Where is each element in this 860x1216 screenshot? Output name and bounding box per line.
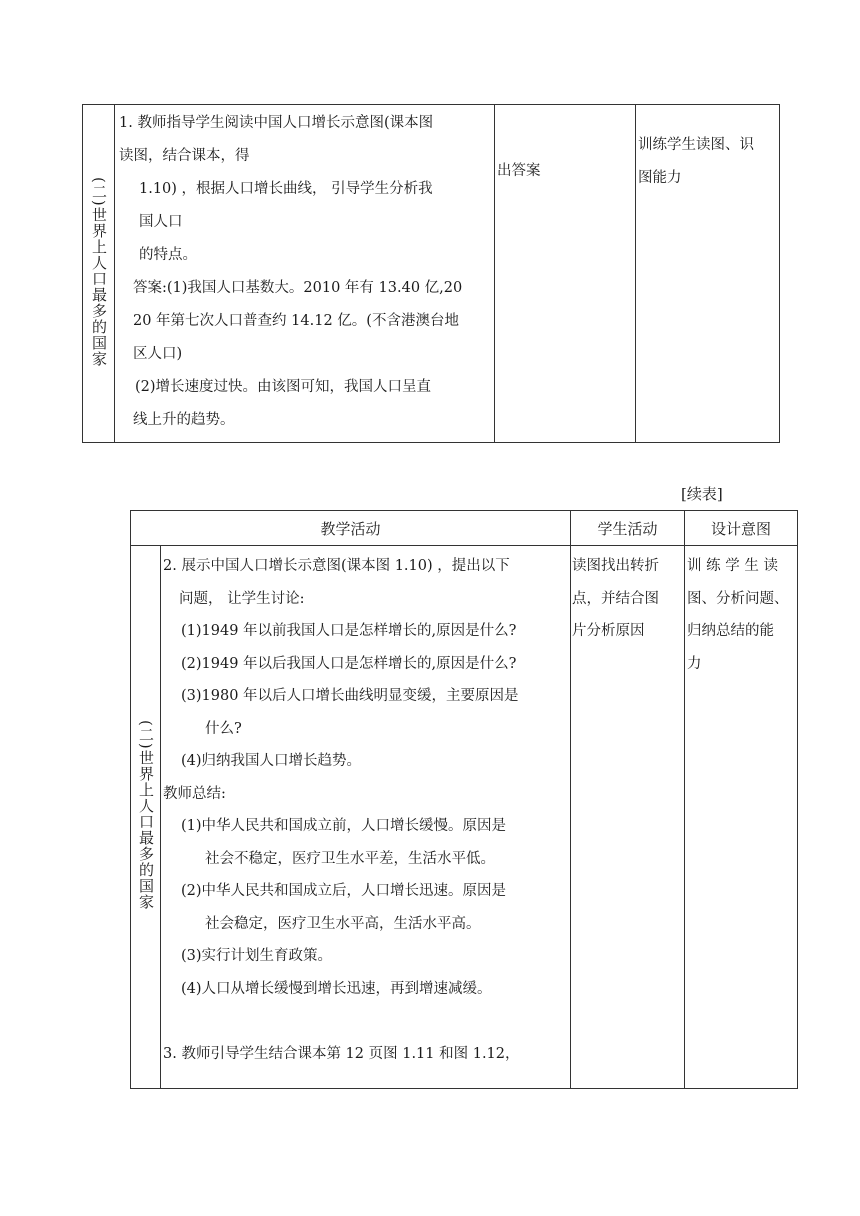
header-activity: 教学活动 [131, 511, 571, 546]
activity-line: (3)实行计划生育政策。 [181, 948, 333, 964]
lesson-table-continued [130, 510, 798, 1089]
activity-cell [115, 105, 495, 443]
activity-cell [161, 546, 571, 1089]
lesson-table-top [82, 104, 780, 443]
activity-line: (2)1949 年以后我国人口是怎样增长的,原因是什么? [181, 655, 517, 672]
activity-line: (3)1980 年以后人口增长曲线明显变缓，主要原因是 [181, 688, 519, 704]
activity-line: 区人口) [133, 346, 183, 362]
activity-line: 线上升的趋势。 [133, 412, 235, 428]
activity-line: 社会不稳定，医疗卫生水平差，生活水平低。 [205, 850, 495, 867]
header-design: 设计意图 [685, 511, 798, 546]
activity-line: (4)人口从增长缓慢到增长迅速，再到增速减缓。 [181, 980, 492, 997]
section-label-cell [83, 105, 115, 443]
student-cell [495, 105, 636, 443]
design-line: 训 练 学 生 读 [687, 558, 778, 574]
section-label: (二)世界上人口最多的国家 [137, 720, 155, 910]
student-cell [571, 546, 685, 1089]
header-student: 学生活动 [571, 511, 685, 546]
activity-line: (2)中华人民共和国成立后，人口增长迅速。原因是 [181, 883, 507, 899]
activity-line: 1. 教师指导学生阅读中国人口增长示意图(课本图 [119, 115, 434, 131]
activity-line [161, 1005, 570, 1038]
student-text: 出答案 [497, 163, 541, 179]
activity-line: 2. 展示中国人口增长示意图(课本图 1.10) ，提出以下 [163, 558, 510, 574]
activity-line: 的特点。 [139, 247, 197, 263]
design-line: 图、分析问题、 [687, 590, 789, 607]
activity-line: 20 年第七次人口普查约 14.12 亿。(不含港澳台地 [133, 313, 459, 329]
activity-line: (1)中华人民共和国成立前，人口增长缓慢。原因是 [181, 818, 507, 834]
activity-line: 1.10) ，根据人口增长曲线， 引导学生分析我 [139, 181, 433, 197]
activity-line: 什么? [205, 720, 242, 737]
design-line: 图能力 [638, 170, 682, 186]
activity-line: 读图，结合课本，得 [119, 148, 250, 164]
continued-label: [续表] [681, 485, 723, 503]
section-label: (二)世界上人口最多的国家 [90, 176, 108, 367]
student-line: 读图找出转折 [572, 558, 660, 574]
design-line: 力 [687, 655, 702, 672]
activity-line: 国人口 [139, 214, 183, 230]
activity-line: 3. 教师引导学生结合课本第 12 页图 1.11 和图 1.12， [163, 1045, 520, 1062]
student-line: 点，并结合图 [572, 590, 660, 607]
activity-line: 答案:(1)我国人口基数大。2010 年有 13.40 亿,20 [133, 280, 463, 296]
activity-line: (1)1949 年以前我国人口是怎样增长的,原因是什么? [181, 623, 517, 639]
activity-line: 问题， 让学生讨论: [179, 590, 305, 607]
design-cell [636, 105, 780, 443]
design-line: 归纳总结的能 [687, 623, 775, 639]
design-cell [685, 546, 798, 1089]
activity-line: (2)增长速度过快。由该图可知，我国人口呈直 [135, 379, 432, 395]
activity-line: 社会稳定，医疗卫生水平高，生活水平高。 [205, 915, 481, 932]
student-line: 片分析原因 [572, 623, 645, 639]
design-line: 训练学生读图、识 [638, 137, 754, 153]
section-label-cell [131, 546, 161, 1089]
activity-line: (4)归纳我国人口增长趋势。 [181, 753, 362, 769]
activity-line: 教师总结: [163, 785, 226, 802]
